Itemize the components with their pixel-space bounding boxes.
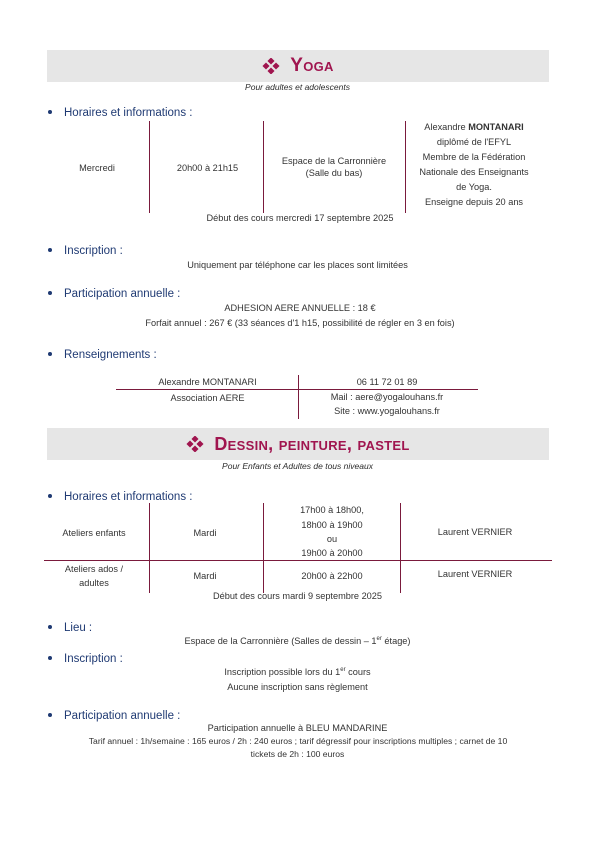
yoga-teacher-line: diplômé de l'EFYL <box>436 137 512 147</box>
dessin-row2-teacher: Laurent VERNIER <box>437 569 513 579</box>
yoga-place-line2: (Salle du bas) <box>305 168 363 178</box>
bullet-dot-icon <box>48 291 52 295</box>
dessin-row1-teacher: Laurent VERNIER <box>437 527 513 537</box>
dessin-horaires-heading: Horaires et informations : <box>48 491 192 503</box>
dessin-lieu-text: Espace de la Carronnière (Salles de dessin – 1er étage) <box>184 636 411 647</box>
yoga-contact-divider <box>298 375 299 419</box>
dessin-row2-time: 20h00 à 22h00 <box>301 571 363 581</box>
dessin-participation-line3: tickets de 2h : 100 euros <box>250 749 345 759</box>
dessin-banner <box>47 428 549 460</box>
dessin-lieu-heading: Lieu : <box>48 622 92 634</box>
bullet-dot-icon <box>48 248 52 252</box>
yoga-table-divider <box>263 121 264 213</box>
dessin-row1-time: 19h00 à 20h00 <box>301 548 363 558</box>
bullet-dot-icon <box>48 110 52 114</box>
dessin-row1-day: Mardi <box>193 528 217 538</box>
yoga-renseignements-heading: Renseignements : <box>48 349 157 361</box>
yoga-teacher-line: Membre de la Fédération <box>422 152 526 162</box>
diamond-cluster-icon <box>186 436 204 452</box>
diamond-cluster-icon <box>262 58 280 74</box>
yoga-contact-site: Site : www.yogalouhans.fr <box>334 406 440 416</box>
yoga-subtitle: Pour adultes et adolescents <box>245 82 350 92</box>
bullet-dot-icon <box>48 625 52 629</box>
dessin-participation-line2: Tarif annuel : 1h/semaine : 165 euros / 2h : 240 euros ; tarif dégressif pour inscriptions multiples ; carnet de 10 <box>88 736 508 746</box>
bullet-dot-icon <box>48 713 52 717</box>
yoga-contact-name: Alexandre MONTANARI <box>158 377 257 387</box>
yoga-horaires-heading: Horaires et informations : <box>48 107 192 119</box>
yoga-banner <box>47 50 549 82</box>
dessin-table-divider <box>149 503 150 593</box>
yoga-teacher-line: Enseigne depuis 20 ans <box>424 197 524 207</box>
yoga-time: 20h00 à 21h15 <box>176 163 239 173</box>
yoga-inscription-text: Uniquement par téléphone car les places sont limitées <box>187 260 408 270</box>
dessin-row1-group: Ateliers enfants <box>62 528 126 538</box>
dessin-row1-time: ou <box>326 534 338 544</box>
yoga-teacher-name: Alexandre MONTANARI <box>424 122 524 132</box>
yoga-contact-assoc: Association AERE <box>170 393 245 403</box>
dessin-table-divider <box>263 503 264 593</box>
bullet-dot-icon <box>48 494 52 498</box>
yoga-adhesion: ADHESION AERE ANNUELLE : 18 € <box>224 303 376 313</box>
yoga-day: Mercredi <box>79 163 115 173</box>
yoga-contact-phone: 06 11 72 01 89 <box>356 377 418 387</box>
dessin-participation-line1: Participation annuelle à BLEU MANDARINE <box>207 723 388 733</box>
dessin-title: Dessin, peinture, pastel <box>214 434 410 454</box>
dessin-row2-group: Ateliers ados / <box>64 564 124 574</box>
yoga-forfait: Forfait annuel : 267 € (33 séances d'1 h15, possibilité de régler en 3 en fois) <box>145 318 455 328</box>
yoga-contact-rule <box>116 389 478 390</box>
yoga-start-date: Début des cours mercredi 17 septembre 2025 <box>206 213 394 223</box>
dessin-inscription-heading: Inscription : <box>48 653 123 665</box>
bullet-dot-icon <box>48 352 52 356</box>
dessin-start-date: Début des cours mardi 9 septembre 2025 <box>212 591 383 601</box>
dessin-table-divider <box>400 503 401 593</box>
dessin-row2-day: Mardi <box>193 571 217 581</box>
yoga-place-line1: Espace de la Carronnière <box>281 156 387 166</box>
dessin-inscription-line2: Aucune inscription sans règlement <box>227 682 368 692</box>
dessin-table-rule <box>44 560 552 561</box>
yoga-participation-heading: Participation annuelle : <box>48 288 180 300</box>
dessin-subtitle: Pour Enfants et Adultes de tous niveaux <box>222 461 373 471</box>
yoga-contact-mail: Mail : aere@yogalouhans.fr <box>330 392 444 402</box>
yoga-table-divider <box>149 121 150 213</box>
dessin-participation-heading: Participation annuelle : <box>48 710 180 722</box>
dessin-row2-group: adultes <box>79 578 109 588</box>
yoga-teacher-line: de Yoga. <box>456 182 492 192</box>
bullet-dot-icon <box>48 656 52 660</box>
yoga-inscription-heading: Inscription : <box>48 245 123 257</box>
yoga-title: Yoga <box>290 55 334 76</box>
dessin-row1-time: 18h00 à 19h00 <box>301 520 363 530</box>
yoga-teacher-line: Nationale des Enseignants <box>419 167 529 177</box>
yoga-table-divider <box>405 121 406 213</box>
dessin-inscription-line1: Inscription possible lors du 1er cours <box>224 667 371 678</box>
dessin-row1-time: 17h00 à 18h00, <box>300 505 364 515</box>
